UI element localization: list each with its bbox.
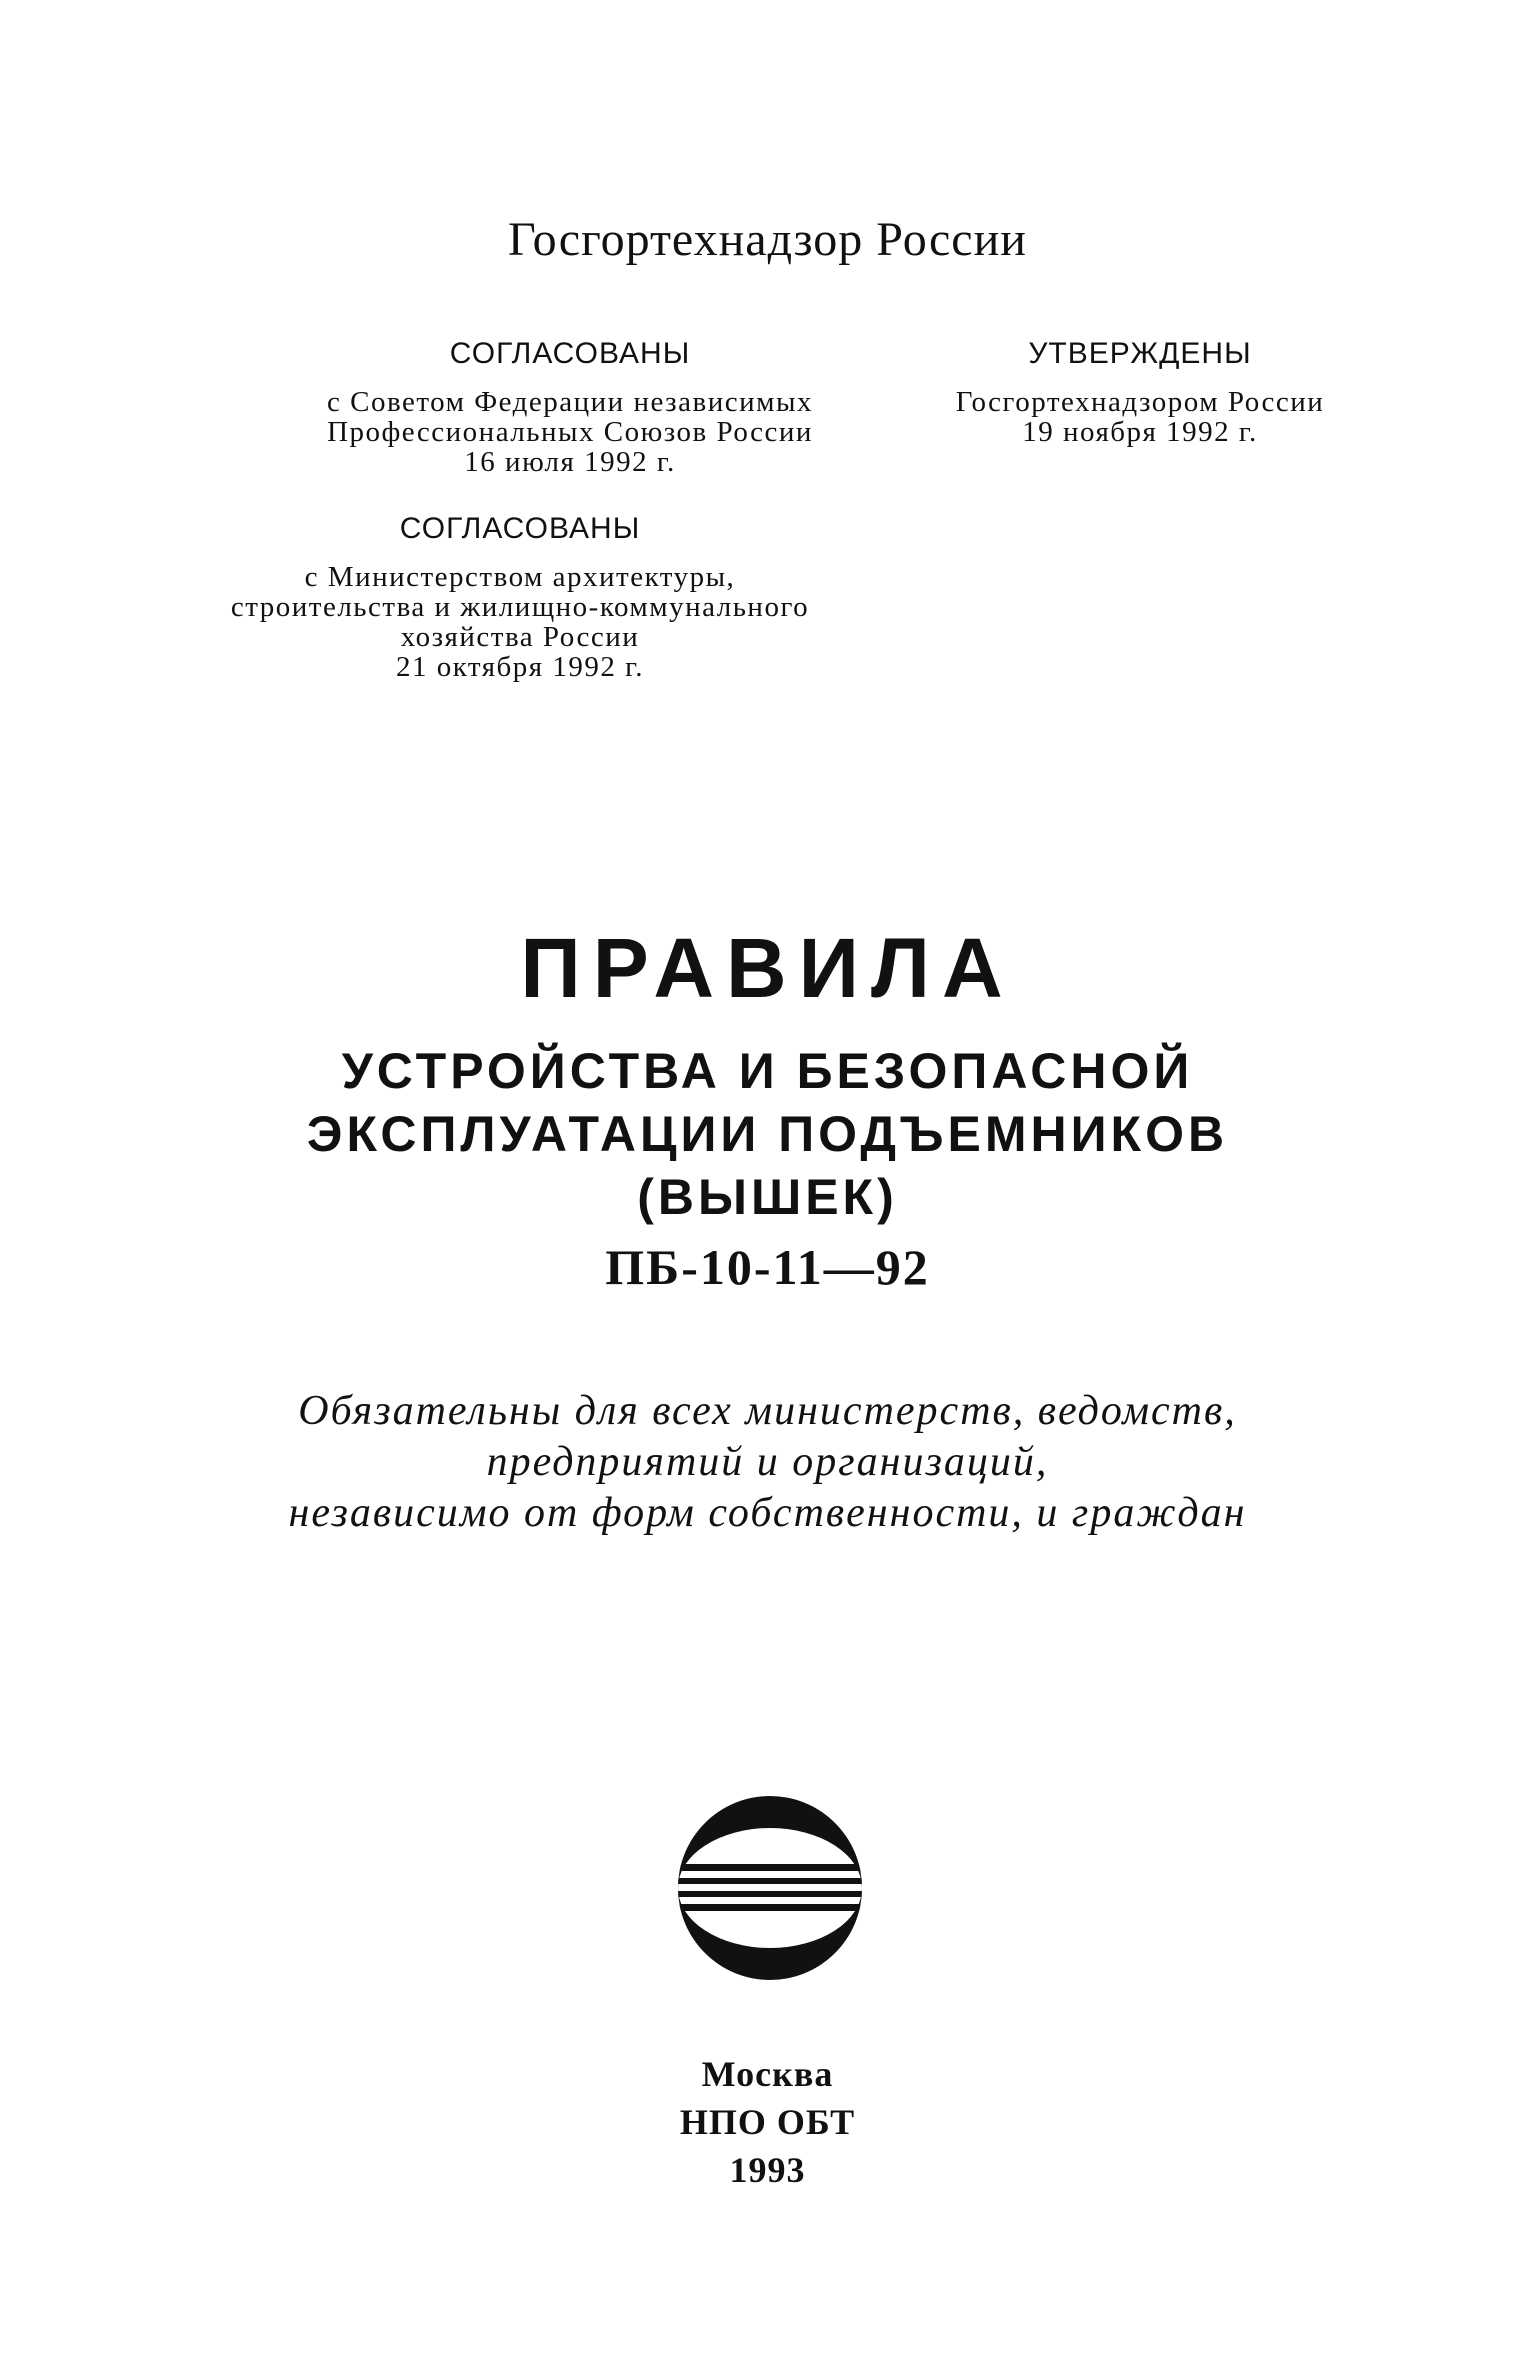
subtitle-line: ЭКСПЛУАТАЦИИ ПОДЪЕМНИКОВ (306, 1106, 1229, 1162)
approved-date: 19 ноября 1992 г. (1022, 416, 1258, 448)
agreed-block-ministry (190, 512, 850, 682)
document-title: ПРАВИЛА (520, 921, 1015, 1015)
agreed-heading: СОГЛАСОВАНЫ (449, 337, 691, 370)
agreed-date: 21 октября 1992 г. (395, 651, 645, 683)
agreed-line: с Советом Федерации независимых (327, 386, 813, 418)
publisher-logo-icon (672, 1790, 868, 1986)
agreed-date: 16 июля 1992 г. (464, 446, 676, 478)
mandatory-line: Обязательны для всех министерств, ведомств, (298, 1388, 1237, 1434)
agreed-line: с Министерством архитектуры, (304, 561, 736, 593)
mandatory-line: независимо от форм собственности, и граждан (288, 1490, 1247, 1536)
agreed-line: строительства и жилищно-коммунального (230, 591, 810, 623)
imprint-publisher: НПО ОБТ (679, 2102, 856, 2142)
agreed-line: Профессиональных Союзов России (327, 416, 813, 448)
document-code: ПБ-10-11—92 (605, 1239, 930, 1295)
imprint (0, 2050, 1535, 2194)
agreed-line: хозяйства России (400, 621, 640, 653)
approved-heading: УТВЕРЖДЕНЫ (1028, 337, 1252, 370)
approved-line: Госгортехнадзором России (955, 386, 1325, 418)
approved-block (940, 337, 1340, 447)
agreed-heading: СОГЛАСОВАНЫ (399, 512, 641, 545)
agreed-block-trade-unions (280, 337, 860, 477)
agency-name: Госгортехнадзор России (508, 213, 1027, 266)
subtitle-line: УСТРОЙСТВА И БЕЗОПАСНОЙ (341, 1043, 1194, 1099)
document-subtitle (0, 1040, 1535, 1229)
mandatory-notice (0, 1386, 1535, 1539)
imprint-city: Москва (701, 2054, 834, 2094)
subtitle-line: (ВЫШЕК) (637, 1169, 898, 1225)
imprint-year: 1993 (729, 2150, 806, 2190)
mandatory-line: предприятий и организаций, (486, 1439, 1049, 1485)
